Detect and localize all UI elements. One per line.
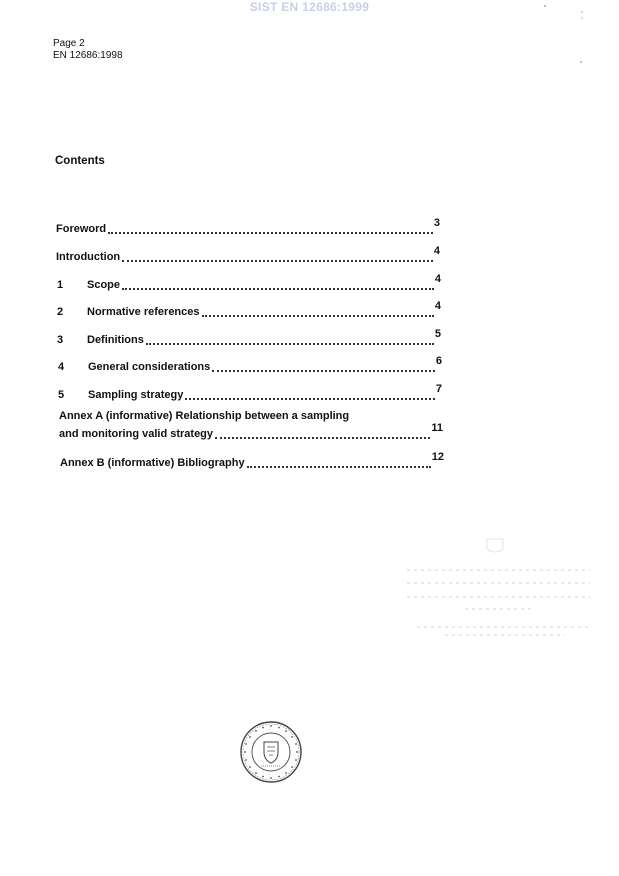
watermark: SIST EN 12686:1999 [249,0,370,14]
toc-entry-page: 12 [431,451,444,463]
toc-leader-dots [215,429,430,439]
toc-entry-title: Definitions [87,334,144,346]
toc-entry-page: 7 [435,383,442,395]
toc-entry-page: 4 [434,300,441,312]
toc-entry-number: 4 [58,361,65,373]
toc-entry-page: 4 [434,273,441,285]
toc-entry-title: Sampling strategy [88,389,184,401]
page-number: Page 2 [53,38,85,49]
toc-entry-title: General considerations [88,361,211,373]
toc-leader-dots [247,458,431,468]
toc-entry-title: Normative references [87,306,200,318]
contents-heading: Contents [55,155,105,167]
toc-leader-dots [122,280,434,290]
toc-entry-definitions[interactable] [57,328,441,347]
toc-entry-general-considerations[interactable] [58,355,442,374]
toc-entry-annex-b[interactable] [60,451,444,470]
toc-entry-page: 3 [433,217,440,229]
toc-entry-annex-a[interactable] [59,422,443,441]
toc-entry-number: 3 [57,334,64,346]
toc-entry-page: 6 [435,355,442,367]
toc-entry-foreword[interactable] [56,217,440,236]
toc-entry-title: Foreword [56,223,107,235]
toc-leader-dots [212,362,435,372]
toc-leader-dots [122,252,433,262]
toc-entry-title: and monitoring valid strategy [59,428,214,440]
toc-entry-title: Annex B (informative) Bibliography [60,457,245,469]
toc-entry-number: 5 [58,389,65,401]
toc-entry-page: 4 [433,245,440,257]
toc-entry-scope[interactable] [57,273,441,292]
toc-entry-page: 11 [431,422,443,434]
toc-entry-sampling-strategy[interactable] [58,383,442,402]
toc-entry-page: 5 [434,328,441,340]
toc-entry-number: 1 [57,279,64,291]
toc-leader-dots [108,224,433,234]
round-seal-image [239,720,303,784]
toc-entry-annex-a-line1: Annex A (informative) Relationship between a sampling [59,410,350,422]
toc-entry-number: 2 [57,306,64,318]
faded-stamp-image [405,535,595,645]
toc-entry-title: Introduction [56,251,121,263]
toc-entry-normative-references[interactable] [57,300,441,319]
toc-entry-introduction[interactable] [56,245,440,264]
standard-number: EN 12686:1998 [53,50,123,61]
toc-leader-dots [146,335,434,345]
toc-entry-title: Scope [87,279,121,291]
toc-leader-dots [185,390,435,400]
toc-leader-dots [202,307,434,317]
